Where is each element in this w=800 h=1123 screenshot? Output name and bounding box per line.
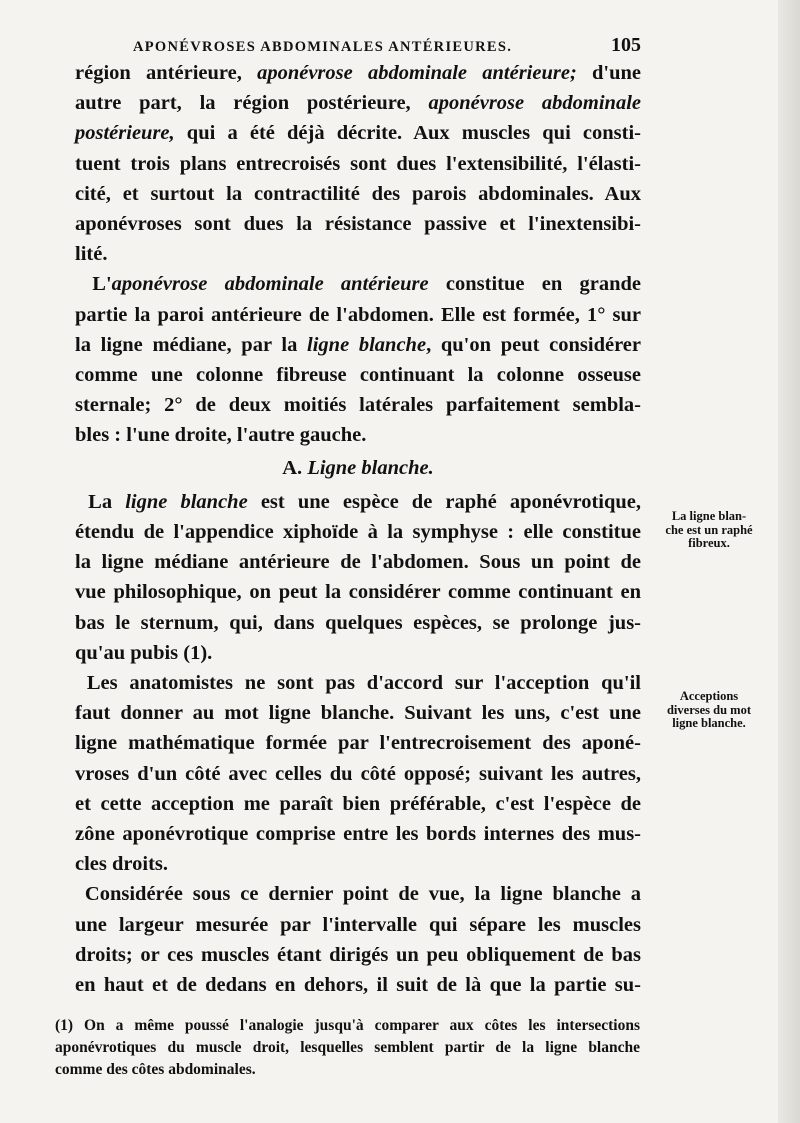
italic-term: ligne blanche: [307, 333, 427, 356]
footnote: [55, 1015, 640, 1081]
text-line: bles : l'une droite, l'autre gauche.: [75, 424, 367, 447]
page-number: 105: [611, 34, 641, 56]
italic-term: aponévrose abdominale antérieure;: [257, 62, 577, 84]
margin-note-acceptions: Acceptions diverses du mot ligne blanche.: [666, 689, 752, 730]
text-line: une largeur mesurée par l'intervalle qui sépare les muscles: [75, 913, 641, 936]
paragraph-1: [75, 58, 641, 269]
text-line: bas le sternum, qui, dans quelques espèces, se prolonge jus-: [75, 611, 641, 634]
text-line: aponévroses sont dues la résistance passive et l'inextensibi-: [75, 213, 641, 236]
text-line: postérieure, qui a été déjà décrite. Aux muscles qui consti-: [75, 122, 641, 145]
text-line: droits; or ces muscles étant dirigés un peu obliquement de bas: [75, 943, 641, 966]
italic-term: postérieure,: [75, 122, 175, 145]
text-line: étendu de l'appendice xiphoïde à la symphyse : elle constitue: [75, 521, 641, 544]
text-line: partie la paroi antérieure de l'abdomen. Elle est formée, 1° sur: [75, 303, 641, 326]
footnote-line: (1) On a même poussé l'analogie jusqu'à comparer aux côtes les intersections: [55, 1017, 640, 1034]
text-line: la ligne médiane antérieure de l'abdomen. Sous un point de: [75, 551, 641, 574]
paragraph-2: [75, 269, 641, 450]
text-line: ligne mathématique formée par l'entrecroisement des aponé-: [75, 732, 641, 755]
text-line: qu'au pubis (1).: [75, 641, 213, 664]
text-line: en haut et de dedans en dehors, il suit de là que la partie su-: [75, 974, 641, 997]
text-line: vue philosophique, on peut la considérer comme continuant en: [75, 581, 641, 604]
page-edge-shadow: [778, 0, 800, 1123]
text-line: la ligne médiane, par la ligne blanche, qu'on peut considérer: [75, 333, 641, 356]
footnote-line: aponévrotiques du muscle droit, lesquelles semblent partir de la ligne blanche: [55, 1039, 640, 1056]
italic-term: aponévrose abdominale antérieure: [111, 273, 429, 296]
text-line: et cette acception me paraît bien préférable, c'est l'espèce de: [75, 792, 641, 815]
page-header: [133, 34, 641, 57]
text-line: zône aponévrotique comprise entre les bords internes des mus-: [75, 823, 641, 846]
text-line: L'aponévrose abdominale antérieure constitue en grande: [92, 273, 642, 296]
text-line: tuent trois plans entrecroisés sont dues l'extensibilité, l'élasti-: [75, 152, 641, 175]
running-title: APONÉVROSES ABDOMINALES ANTÉRIEURES.: [133, 39, 513, 55]
text-line: sternale; 2° de deux moitiés latérales parfaitement sembla-: [75, 394, 641, 417]
text-line: autre part, la région postérieure, aponévrose abdominale: [75, 92, 641, 115]
section-heading: A. Ligne blanche.: [282, 456, 434, 479]
text-line: La ligne blanche est une espèce de raphé aponévrotique,: [88, 490, 641, 513]
text-line: région antérieure, aponévrose abdominale antérieure; d'une: [75, 62, 642, 84]
text-line: lité.: [75, 243, 108, 266]
text-line: faut donner au mot ligne blanche. Suivant les uns, c'est une: [75, 702, 641, 725]
italic-term: ligne blanche: [125, 490, 248, 513]
text-line: Considérée sous ce dernier point de vue, la ligne blanche a: [84, 883, 641, 906]
main-text: [75, 58, 641, 1000]
footnote-line: comme des côtes abdominales.: [55, 1061, 256, 1078]
paragraph-4: [75, 668, 641, 879]
paragraph-5: [75, 879, 641, 1000]
text-line: comme une colonne fibreuse continuant la colonne osseuse: [75, 364, 641, 387]
text-line: cité, et surtout la contractilité des parois abdominales. Aux: [75, 182, 641, 205]
italic-term: aponévrose abdominale: [428, 92, 641, 115]
text-line: cles droits.: [75, 853, 169, 876]
paragraph-3: [75, 487, 641, 668]
text-line: Les anatomistes ne sont pas d'accord sur l'acception qu'il: [86, 672, 641, 695]
margin-note-ligne-blanche-raphe: La ligne blan- che est un raphé fibreux.: [665, 509, 753, 550]
text-line: vroses d'un côté avec celles du côté opposé; suivant les autres,: [75, 762, 641, 785]
